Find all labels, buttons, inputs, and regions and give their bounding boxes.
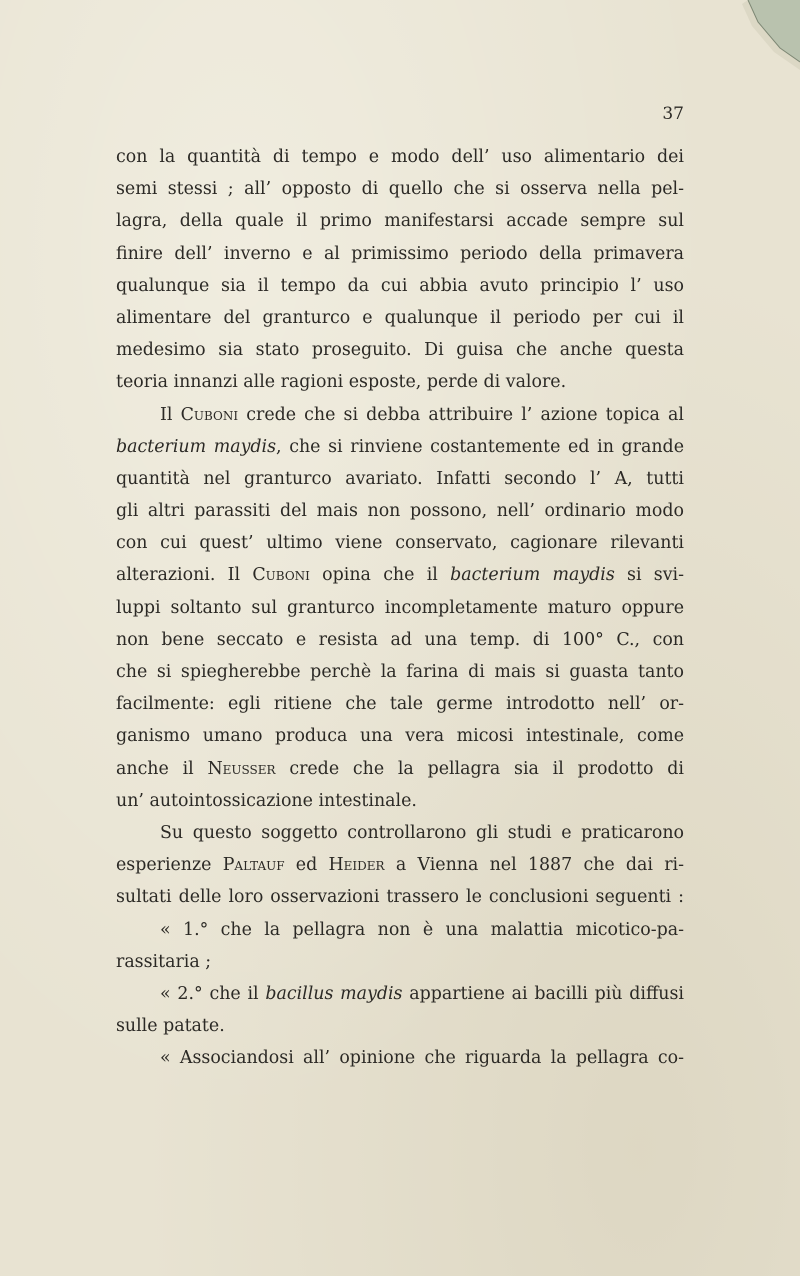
text-run: finire dell’ inverno e al primissimo periodo della primavera [116, 243, 684, 264]
text-line [116, 366, 684, 398]
text-run: , che si rinviene costantemente ed in grande [276, 436, 684, 457]
text-line [116, 270, 684, 302]
text-run: anche il [116, 758, 208, 779]
text-line [116, 720, 684, 752]
text-line [116, 495, 684, 527]
text-line [116, 785, 684, 817]
text-run: a Vienna nel 1887 che dai ri- [384, 855, 684, 876]
text-run: alterazioni. Il [116, 565, 253, 586]
text-run: medesimo sia stato proseguito. Di guisa che anche questa [116, 340, 684, 361]
text-line [116, 624, 684, 656]
text-run: facilmente: egli ritiene che tale germe introdotto nell’ or- [116, 694, 684, 715]
text-line [116, 431, 684, 463]
text-line [116, 527, 684, 559]
text-line [116, 656, 684, 688]
text-run: ganismo umano produca una vera micosi intestinale, come [116, 726, 684, 747]
text-line [116, 1010, 684, 1042]
text-run: gli altri parassiti del mais non possono, nell’ ordinario modo [116, 501, 684, 522]
text-line [116, 173, 684, 205]
italic-term: bacterium maydis [116, 436, 277, 457]
italic-term: bacterium maydis [450, 565, 615, 586]
text-run: lagra, della quale il primo manifestarsi accade sempre sul [116, 211, 684, 232]
text-run: sultati delle loro osservazioni trassero le conclusioni seguenti : [116, 887, 684, 908]
text-line [116, 334, 684, 366]
text-run: « 2.° che il [160, 983, 266, 1004]
text-run: rassitaria ; [116, 951, 212, 972]
text-run: si svi- [614, 565, 684, 586]
text-run: un’ autointossicazione intestinale. [116, 790, 417, 811]
text-line [116, 817, 684, 849]
text-line [116, 592, 684, 624]
text-run: alimentare del granturco e qualunque il periodo per cui il [116, 307, 684, 328]
author-name: Neusser [207, 758, 276, 779]
text-run: luppi soltanto sul granturco incompletamente maturo oppure [116, 597, 684, 618]
text-run: che si spiegherebbe perchè la farina di mais si guasta tanto [116, 662, 684, 682]
text-run: qualunque sia il tempo da cui abbia avuto principio l’ uso [116, 275, 684, 296]
text-run: non bene seccato e resista ad una temp. di 100° C., con [116, 629, 684, 650]
author-name: Cuboni [180, 404, 239, 425]
folded-corner [740, 0, 800, 70]
text-run: Su questo soggetto controllarono gli studi e praticarono [160, 822, 684, 843]
text-run: crede che la pellagra sia il prodotto di [275, 758, 684, 779]
text-run: opina che il [309, 565, 451, 586]
italic-term: bacillus maydis [265, 983, 403, 1004]
text-run: « 1.° che la pellagra non è una malattia micotico-pa- [160, 919, 684, 940]
text-run: appartiene ai bacilli più diffusi [402, 983, 684, 1004]
text-run: con cui quest’ ultimo viene conservato, cagionare rilevanti [116, 533, 684, 554]
page-number: 37 [662, 104, 684, 124]
text-run: ed [284, 855, 329, 876]
text-line [116, 881, 684, 913]
text-line [116, 914, 684, 946]
text-line [116, 946, 684, 978]
text-run: sulle patate. [116, 1016, 225, 1037]
text-line [116, 141, 684, 173]
text-line [116, 463, 684, 495]
text-run: teoria innanzi alle ragioni esposte, perde di valore. [116, 372, 567, 393]
text-line [116, 978, 684, 1010]
text-line [116, 238, 684, 270]
text-run: Il [160, 404, 181, 425]
text-run: con la quantità di tempo e modo dell’ uso alimentario dei [116, 147, 684, 167]
author-name: Heider [328, 855, 385, 876]
text-line [116, 205, 684, 237]
text-run: « Associandosi all’ opinione che riguarda la pellagra co- [160, 1048, 684, 1069]
text-run: crede che si debba attribuire l’ azione topica al [238, 404, 684, 425]
text-line [116, 302, 684, 334]
text-line [116, 399, 684, 431]
text-line [116, 688, 684, 720]
body-text [116, 141, 684, 1074]
author-name: Cuboni [252, 565, 310, 586]
text-line [116, 849, 684, 881]
text-line [116, 753, 684, 785]
author-name: Paltauf [222, 855, 285, 876]
text-line [116, 559, 684, 591]
text-line [116, 1042, 684, 1074]
text-run: quantità nel granturco avariato. Infatti secondo l’ A, tutti [116, 468, 684, 489]
text-run: semi stessi ; all’ opposto di quello che si osserva nella pel- [116, 179, 684, 200]
text-run: esperienze [116, 855, 223, 876]
